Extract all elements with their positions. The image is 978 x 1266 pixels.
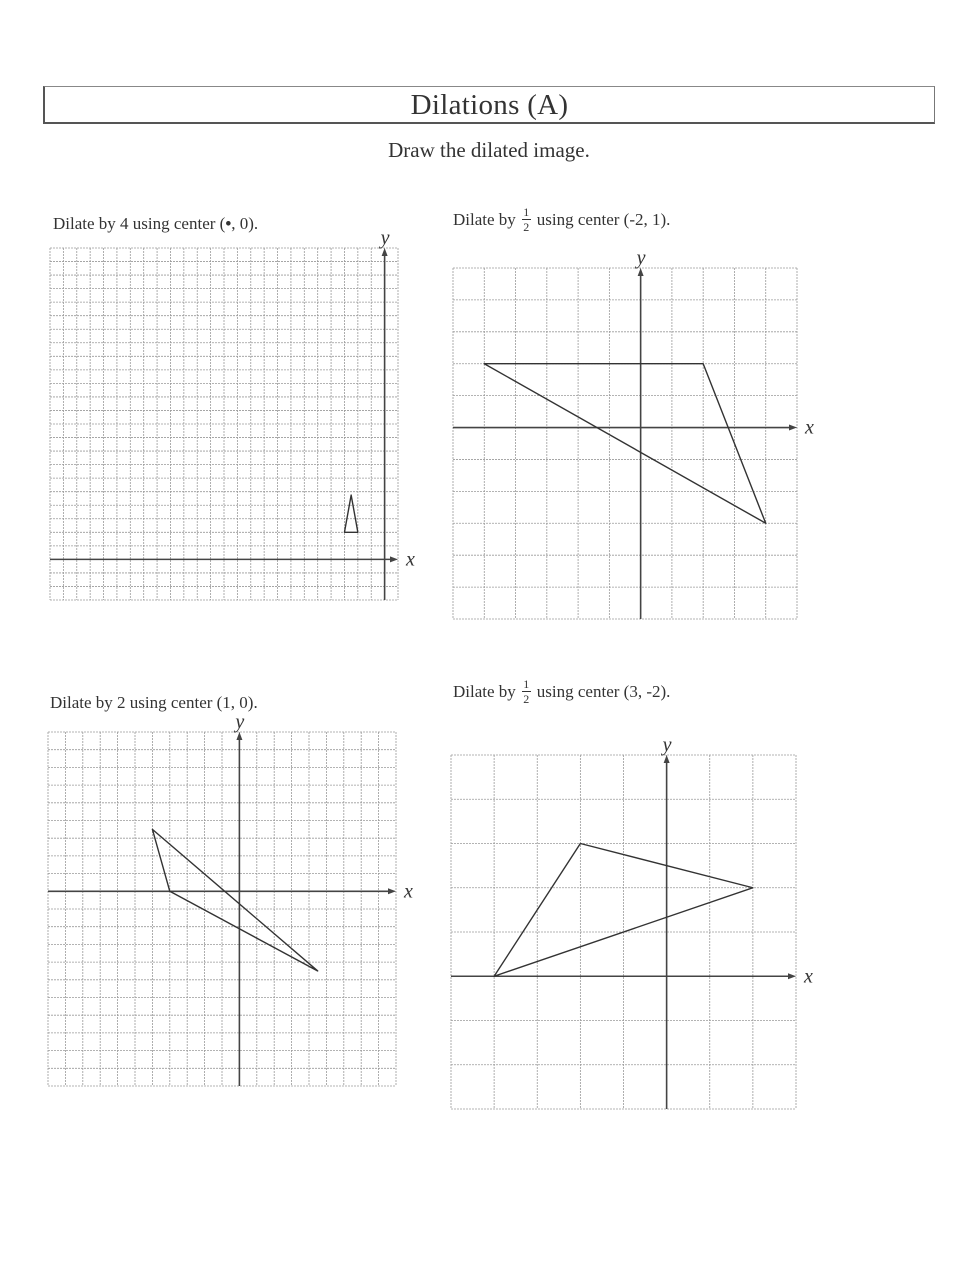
problem-4-grid[interactable]: [451, 734, 813, 1109]
y-axis-arrow-icon: [382, 248, 388, 256]
title-box: [43, 86, 935, 124]
problem-3-grid[interactable]: [48, 711, 413, 1086]
x-axis-label: x: [805, 416, 814, 439]
problem-1-prompt-start: Dilate by 4 using center (: [53, 214, 226, 233]
y-axis-arrow-icon: [236, 732, 242, 740]
problem-1-grid[interactable]: [50, 227, 415, 600]
y-axis-label: y: [662, 734, 672, 756]
fraction: [522, 206, 531, 233]
pre-image-triangle: [484, 364, 765, 524]
pre-image-triangle: [152, 829, 317, 971]
problem-2-prompt-end: using center (-2, 1).: [536, 209, 671, 229]
problem-1-prompt: [53, 214, 258, 234]
fraction-denominator: 2: [523, 692, 530, 706]
fraction-denominator: 2: [523, 220, 530, 234]
x-axis-arrow-icon: [390, 556, 398, 562]
x-axis-arrow-icon: [789, 425, 797, 431]
x-axis-arrow-icon: [788, 973, 796, 979]
problem-4-prompt-end: using center (3, -2).: [536, 681, 671, 701]
problem-4-prompt: [453, 678, 670, 705]
fraction-numerator: 1: [523, 205, 530, 219]
y-axis-label: y: [235, 711, 245, 733]
y-axis-label: y: [636, 247, 646, 269]
problem-1-prompt-end: , 0).: [231, 214, 259, 233]
fraction: [522, 678, 531, 705]
problem-2-grid[interactable]: [453, 247, 814, 619]
instructions: Draw the dilated image.: [388, 138, 590, 162]
problem-3-prompt: [50, 693, 258, 713]
x-axis-label: x: [404, 880, 413, 903]
y-axis-arrow-icon: [638, 268, 644, 276]
page-title: Dilations (A): [410, 89, 569, 121]
x-axis-label: x: [406, 548, 415, 571]
y-axis-arrow-icon: [664, 755, 670, 763]
x-axis-label: x: [804, 965, 813, 988]
problem-2-prompt-start: Dilate by: [453, 209, 516, 229]
pre-image-triangle: [344, 495, 357, 532]
y-axis-label: y: [380, 227, 390, 249]
fraction-numerator: 1: [523, 677, 530, 691]
problem-1-center-mark: •: [225, 214, 232, 233]
problem-3-prompt-text: Dilate by 2 using center (1, 0).: [50, 693, 258, 712]
problem-4-prompt-start: Dilate by: [453, 681, 516, 701]
x-axis-arrow-icon: [388, 888, 396, 894]
problem-2-prompt: [453, 206, 670, 233]
